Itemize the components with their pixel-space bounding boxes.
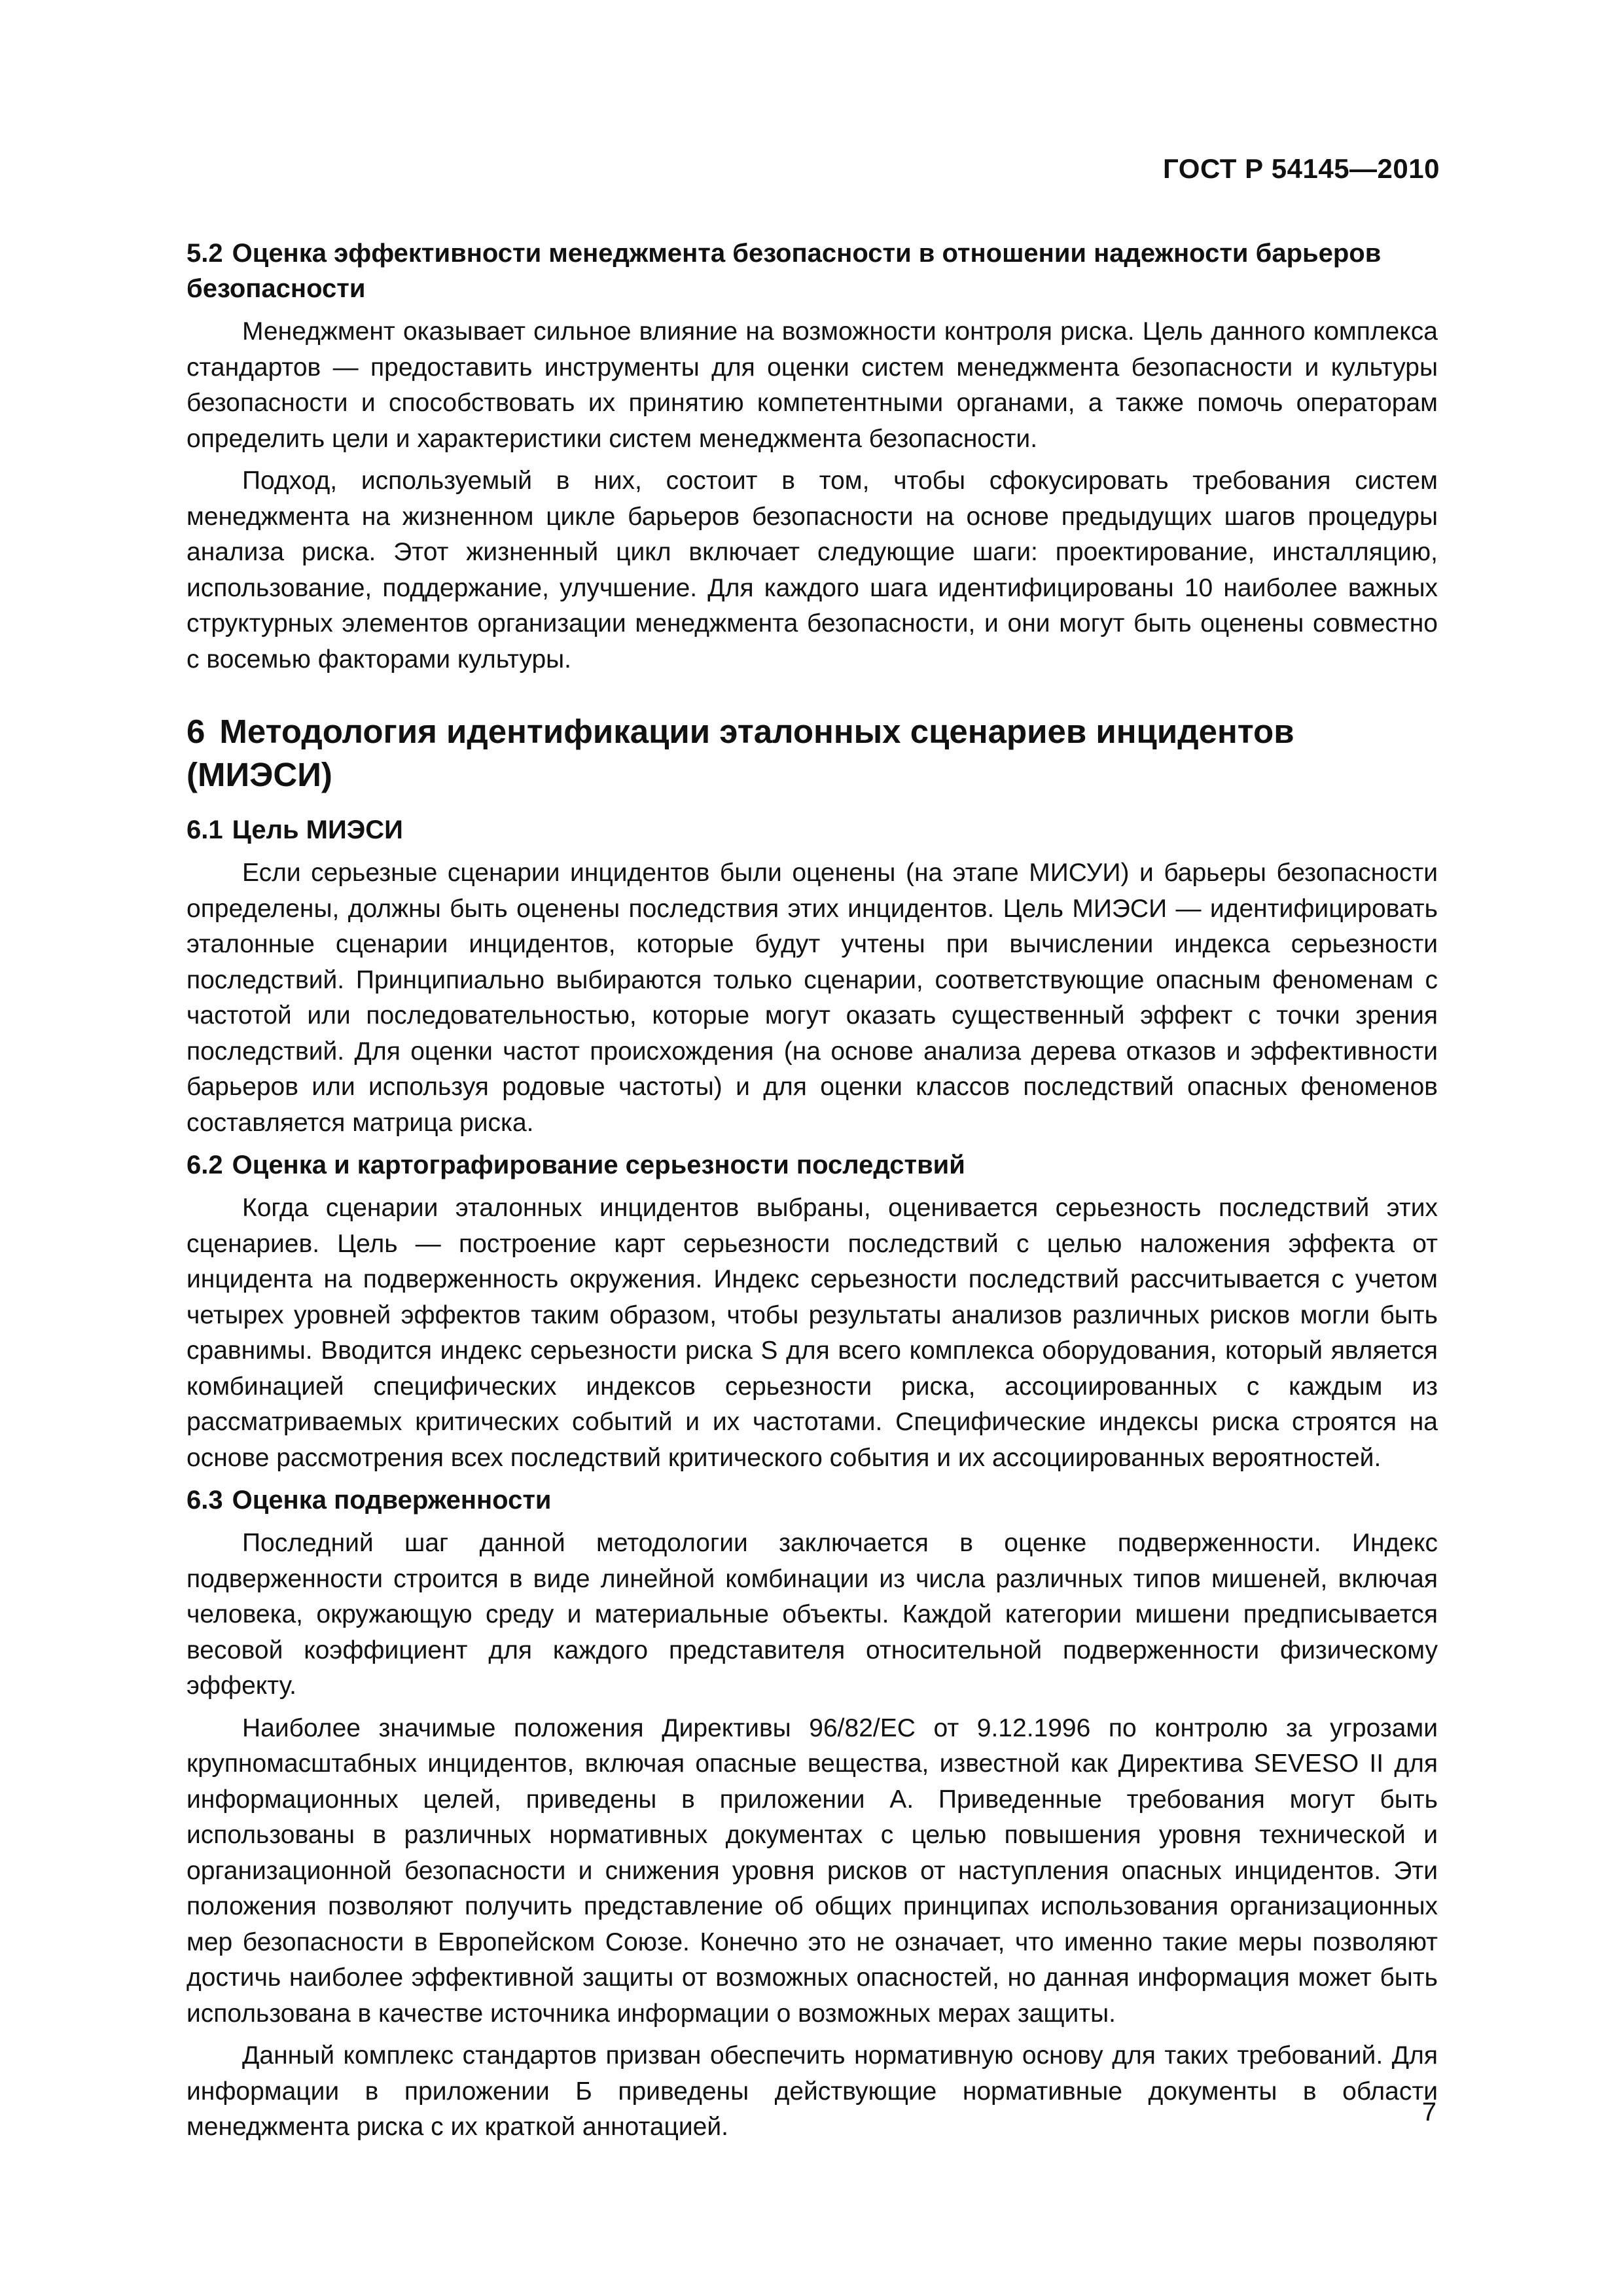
section-title: Оценка эффективности менеджмента безопасности в отношении надежности барьеров безопасности [187,239,1382,303]
section-number: 6.3 [187,1486,223,1515]
section-6-2-heading [187,1147,1438,1183]
page-content [187,236,1438,2145]
section-title: Оценка подверженности [232,1486,552,1515]
section-title: Оценка и картографирование серьезности последствий [232,1151,965,1179]
section-6-1-heading [187,812,1438,848]
page-number: 7 [1421,2098,1436,2126]
section-5-2-heading [187,236,1438,306]
paragraph: Когда сценарии эталонных инцидентов выбраны, оценивается серьезность последствий этих сценариев. Цель — построение карт серьезности последствий с целью наложения эффекта от инцидента на подверженность окружения. Индекс серьезности последствий рассчитывается с учетом четырех уровней эффектов таким образом, чтобы результаты анализов различных рисков могли быть сравнимы. Вводится индекс серьезности риска S для всего комплекса оборудования, который является комбинацией специфических индексов серьезности риска, ассоциированных с каждым из рассматриваемых критических событий и их частотами. Специфические индексы риска строятся на основе рассмотрения всех последствий критического события и их ассоциированных вероятностей. [187,1194,1438,1472]
paragraph: Менеджмент оказывает сильное влияние на возможности контроля риска. Цель данного комплекса стандартов — предоставить инструменты для оценки систем менеджмента безопасности и культуры безопасности и способствовать их принятию компетентными органами, а также помочь операторам определить цели и характеристики систем менеджмента безопасности. [187,317,1438,453]
paragraph: Если серьезные сценарии инцидентов были оценены (на этапе МИСУИ) и барьеры безопасности определены, должны быть оценены последствия этих инцидентов. Цель МИЭСИ — идентифицировать эталонные сценарии инцидентов, которые будут учтены при вычислении индекса серьезности последствий. Принципиально выбираются только сценарии, соответствующие опасным феноменам с частотой или последовательностью, которые могут оказать существенный эффект с точки зрения последствий. Для оценки частот происхождения (на основе анализа дерева отказов и эффективности барьеров или используя родовые частоты) и для оценки классов последствий опасных феноменов составляется матрица риска. [187,859,1438,1137]
paragraph: Данный комплекс стандартов призван обеспечить нормативную основу для таких требований. Для информации в приложении Б приведены действующие нормативные документы в области менеджмента риска с их краткой аннотацией. [187,2041,1438,2141]
paragraph: Последний шаг данной методологии заключается в оценке подверженности. Индекс подверженности строится в виде линейной комбинации из числа различных типов мишеней, включая человека, окружающую среду и материальные объекты. Каждой категории мишени предписывается весовой коэффициент для каждого представителя относительной подверженности физическому эффекту. [187,1529,1438,1700]
section-title: Методология идентификации эталонных сценариев инцидентов (МИЭСИ) [187,713,1294,793]
paragraph: Наиболее значимые положения Директивы 96/82/ЕС от 9.12.1996 по контролю за угрозами крупномасштабных инцидентов, включая опасные вещества, известной как Директива SEVESO II для информационных целей, приведены в приложении А. Приведенные требования могут быть использованы в различных нормативных документах с целью повышения уровня технической и организационной безопасности и снижения уровня рисков от наступления опасных инцидентов. Эти положения позволяют получить представление об общих принципах использования организационных мер безопасности в Европейском Союзе. Конечно это не означает, что именно такие меры позволяют достичь наиболее эффективной защиты от возможных опасностей, но данная информация может быть использована в качестве источника информации о возможных мерах защиты. [187,1713,1438,2028]
section-6-heading [187,710,1438,797]
section-number: 5.2 [187,239,223,268]
section-number: 6 [187,713,205,750]
document-header: ГОСТ Р 54145—2010 [1163,153,1440,184]
section-number: 6.1 [187,816,223,844]
section-title: Цель МИЭСИ [232,816,403,844]
section-number: 6.2 [187,1151,223,1179]
section-6-3-heading [187,1482,1438,1518]
paragraph: Подход, используемый в них, состоит в том, чтобы сфокусировать требования систем менеджмента на жизненном цикле барьеров безопасности на основе предыдущих шагов процедуры анализа риска. Этот жизненный цикл включает следующие шаги: проектирование, инсталляцию, использование, поддержание, улучшение. Для каждого шага идентифицированы 10 наиболее важных структурных элементов организации менеджмента безопасности, и они могут быть оценены совместно с восемью факторами культуры. [187,467,1438,673]
